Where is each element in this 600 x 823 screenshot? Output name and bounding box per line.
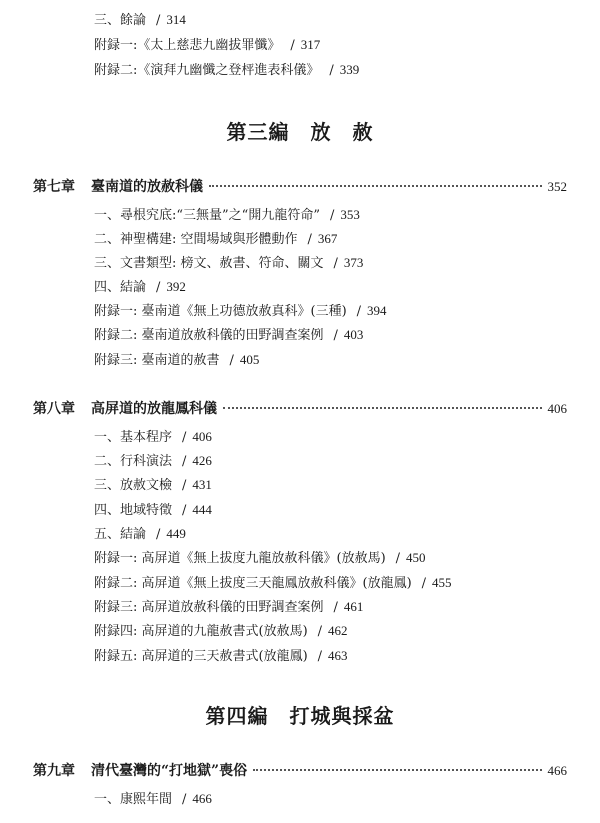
leader-dots [209, 185, 542, 187]
toc-separator: / [156, 527, 161, 542]
toc-entry-page: 394 [367, 303, 387, 318]
toc-entry-label: 附録四: 高屏道的九龍赦書式(放赦馬) [94, 624, 308, 639]
toc-entry-page: 317 [300, 37, 321, 52]
chapter-title: 高屏道的放龍鳳科儀 [91, 401, 217, 417]
toc-entry [94, 351, 259, 369]
chapter-heading [33, 761, 567, 781]
toc-entry-page: 463 [328, 648, 348, 663]
toc-entry [94, 598, 363, 616]
toc-entry-page: 367 [317, 231, 338, 246]
toc-entry-label: 附録二: 臺南道放赦科儀的田野調查案例 [94, 328, 324, 343]
toc-entry [94, 501, 212, 519]
toc-entry-label: 四、結論 [94, 280, 147, 295]
toc-separator: / [421, 576, 427, 591]
toc-entry-page: 392 [166, 279, 186, 294]
toc-entry [94, 476, 212, 494]
toc-entry [94, 61, 359, 79]
toc-entry-label: 二、行科演法 [94, 454, 173, 469]
toc-entry-page: 353 [340, 207, 360, 222]
toc-entry-label: 附録一:《太上慈悲九幽拔罪懺》 [94, 38, 281, 53]
toc-entry-page: 405 [239, 352, 260, 367]
toc-entry [94, 790, 212, 808]
toc-separator: / [182, 792, 187, 807]
toc-entry-page: 373 [343, 255, 364, 270]
toc-separator: / [333, 256, 338, 271]
leader-dots [253, 769, 541, 771]
toc-entry [94, 230, 337, 248]
toc-entry-label: 三、餘論 [94, 13, 147, 28]
toc-entry [94, 549, 426, 567]
toc-separator: / [290, 38, 295, 53]
toc-entry-label: 附録二:《演拜九幽懺之登枰進表科儀》 [94, 63, 320, 78]
toc-entry [94, 574, 452, 592]
toc-entry [94, 326, 363, 344]
toc-separator: / [182, 454, 187, 469]
toc-entry-page: 406 [192, 429, 212, 444]
toc-separator: / [333, 600, 338, 615]
toc-entry [94, 206, 360, 224]
part-title: 第四編 打城與採盆 [205, 704, 395, 728]
chapter-number: 第七章 [33, 179, 75, 195]
toc-entry [94, 647, 348, 665]
chapter-heading [33, 177, 567, 197]
toc-entry [94, 525, 186, 543]
toc-separator: / [229, 353, 234, 368]
toc-entry-page: 461 [343, 599, 364, 614]
part-title: 第三編 放 赦 [226, 120, 374, 144]
toc-separator: / [156, 280, 161, 295]
chapter-heading [33, 399, 567, 419]
toc-entry-label: 附録一: 臺南道《無上功德放赦真科》(三種) [94, 304, 347, 319]
toc-entry-page: 314 [166, 12, 186, 27]
toc-entry [94, 452, 212, 470]
toc-entry [94, 11, 186, 29]
toc-entry-label: 一、基本程序 [94, 430, 173, 445]
toc-separator: / [329, 63, 334, 78]
toc-entry-page: 450 [406, 550, 426, 565]
toc-entry-label: 附録二: 高屏道《無上拔度三天龍鳳放赦科儀》(放龍鳳) [94, 576, 412, 591]
toc-separator: / [356, 304, 362, 319]
toc-separator: / [333, 328, 338, 343]
toc-separator: / [317, 649, 323, 664]
toc-entry-label: 一、尋根究底:“三無量”之“開九龍符命” [94, 208, 320, 223]
toc-entry-label: 四、地域特徵 [94, 503, 173, 518]
toc-separator: / [317, 624, 323, 639]
toc-entry [94, 36, 320, 54]
chapter-number: 第八章 [33, 401, 75, 417]
chapter-number: 第九章 [33, 763, 75, 779]
toc-entry-label: 一、康熙年間 [94, 792, 173, 807]
toc-entry-label: 三、放赦文檢 [94, 478, 173, 493]
toc-entry-label: 五、結論 [94, 527, 147, 542]
toc-entry [94, 302, 387, 320]
toc-separator: / [156, 13, 161, 28]
toc-entry-page: 444 [192, 502, 212, 517]
toc-entry [94, 428, 212, 446]
toc-entry-page: 455 [432, 575, 452, 590]
chapter-page: 466 [547, 763, 567, 778]
toc-entry-label: 附録三: 臺南道的赦書 [94, 353, 220, 368]
chapter-title: 清代臺灣的“打地獄”喪俗 [91, 763, 248, 779]
toc-separator: / [395, 551, 401, 566]
toc-entry-page: 403 [343, 327, 364, 342]
leader-dots [223, 407, 542, 409]
toc-entry [94, 278, 186, 296]
toc-entry-label: 附録一: 高屏道《無上拔度九龍放赦科儀》(放赦馬) [94, 551, 386, 566]
toc-entry [94, 254, 363, 272]
toc-separator: / [182, 478, 187, 493]
toc-entry-page: 339 [339, 62, 360, 77]
toc-separator: / [307, 232, 312, 247]
toc-separator: / [182, 503, 187, 518]
toc-entry-page: 426 [192, 453, 212, 468]
toc-entry-page: 462 [328, 623, 348, 638]
toc-entry-label: 二、神聖構建: 空間場域與形體動作 [94, 232, 298, 247]
toc-entry-label: 附録三: 高屏道放赦科儀的田野調查案例 [94, 600, 324, 615]
toc-entry-label: 附録五: 高屏道的三天赦書式(放龍鳳) [94, 649, 308, 664]
toc-entry-page: 449 [166, 526, 186, 541]
toc-entry-label: 三、文書類型: 榜文、赦書、符命、關文 [94, 256, 324, 271]
toc-entry-page: 466 [192, 791, 212, 806]
toc-separator: / [329, 208, 335, 223]
toc-entry-page: 431 [192, 477, 212, 492]
chapter-page: 406 [547, 401, 567, 416]
toc-entry [94, 622, 348, 640]
chapter-title: 臺南道的放赦科儀 [91, 179, 203, 195]
chapter-page: 352 [547, 179, 567, 194]
toc-separator: / [182, 430, 187, 445]
